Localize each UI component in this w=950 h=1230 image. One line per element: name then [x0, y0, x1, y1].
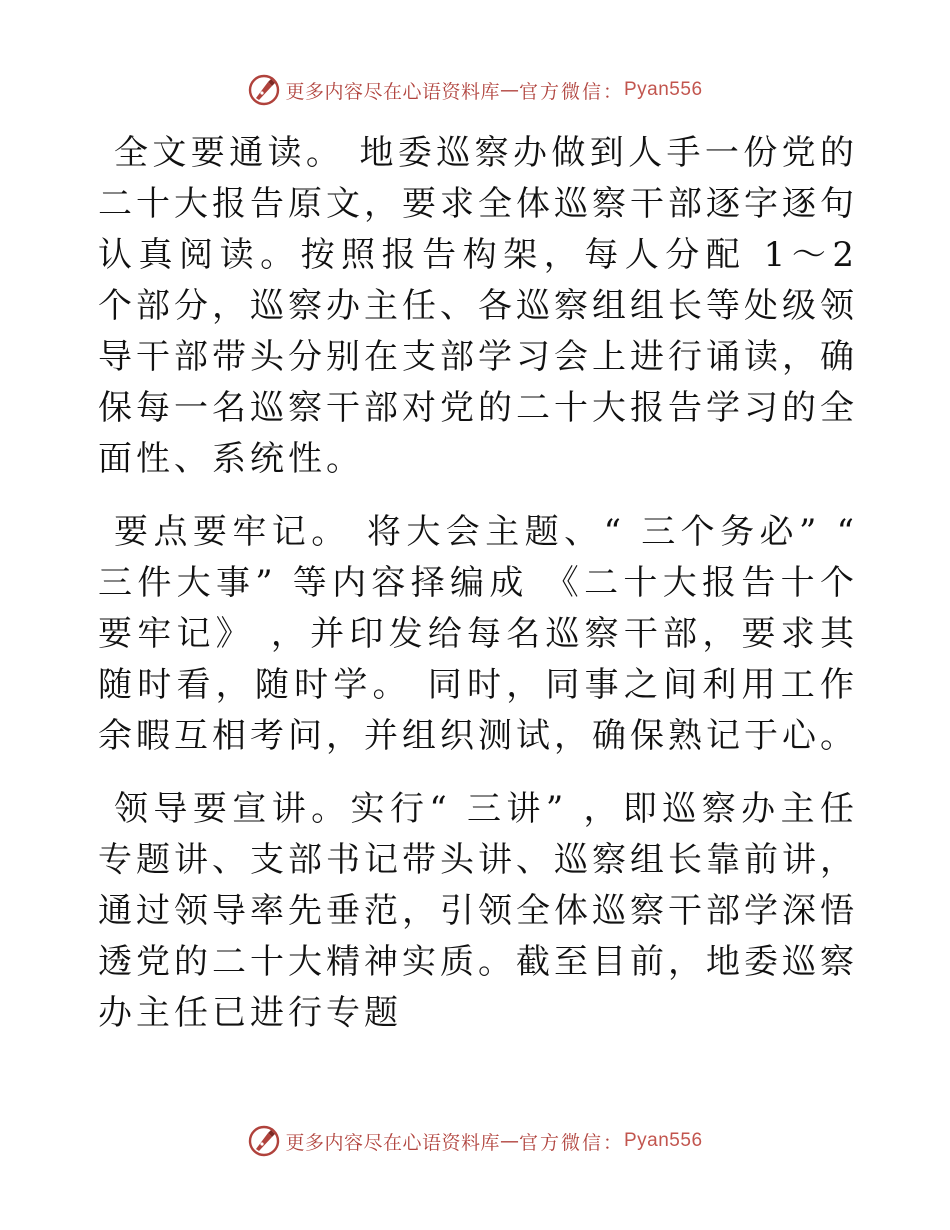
- watermark-wechat-id: Pyan556: [624, 79, 703, 100]
- paragraph-leaders-lecture: 领导要宣讲。实行“ 三讲” ，即巡察办主任专题讲、支部书记带头讲、巡察组长靠前讲，通过领导率先垂范，引领全体巡察干部学深悟透党的二十大精神实质。截至目前，地委巡察办主任已进行专题: [98, 789, 858, 1033]
- paragraph-full-text-reading: 全文要通读。 地委巡察办做到人手一份党的二十大报告原文，要求全体巡察干部逐字逐句认真阅读。按照报告构架，每人分配 1～2 个部分，巡察办主任、各巡察组组长等处级领导干部带头分别在支部学习会上进行诵读，确保每一名巡察干部对党的二十大报告学习的全面性、系统性。: [98, 133, 858, 479]
- watermark-separator: —: [499, 79, 519, 101]
- fountain-pen-logo-icon: [247, 1124, 281, 1158]
- document-body: [98, 128, 858, 1039]
- paragraph-key-points-memorize: 要点要牢记。 将大会主题、“ 三个务必” “ 三件大事” 等内容择编成 《二十大报告十个要牢记》 ，并印发给每名巡察干部，要求其随时看，随时学。 同时，同事之间利用工作余暇互相考问，并组织测试，确保熟记于心。: [98, 512, 858, 756]
- watermark-separator: —: [499, 1130, 519, 1152]
- watermark-wechat-id: Pyan556: [624, 1130, 703, 1151]
- watermark-site-name: 更多内容尽在心语资料库: [285, 1131, 500, 1154]
- watermark-wechat-label: 官方微信：: [518, 1131, 624, 1154]
- watermark-wechat-label: 官方微信：: [518, 80, 624, 103]
- fountain-pen-logo-icon: [247, 73, 281, 107]
- header-watermark: [0, 70, 950, 110]
- watermark-site-name: 更多内容尽在心语资料库: [285, 80, 500, 103]
- footer-watermark: [0, 1121, 950, 1161]
